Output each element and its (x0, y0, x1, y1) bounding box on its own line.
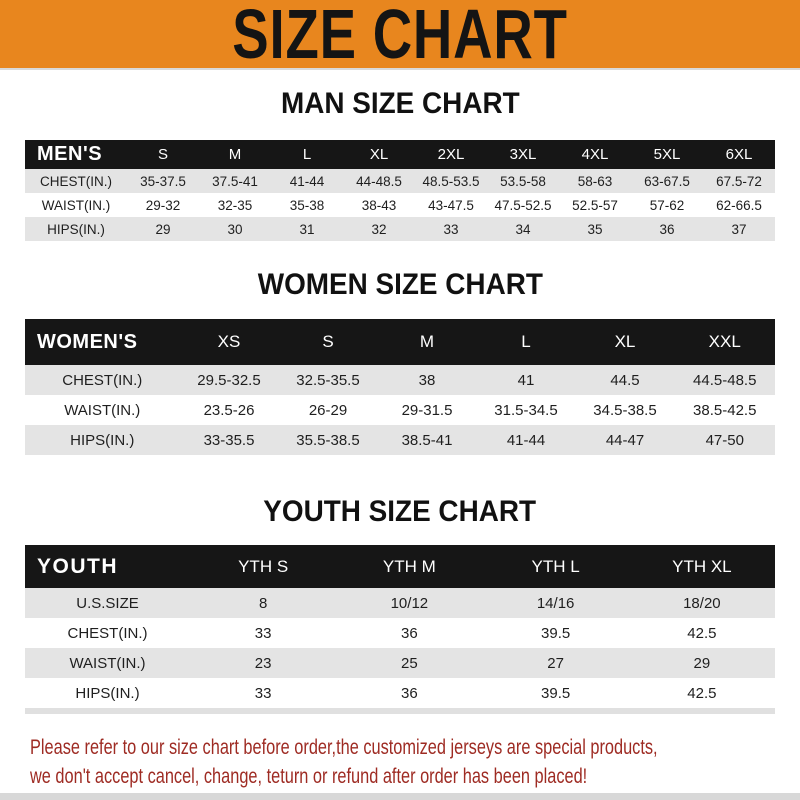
men-size-header: 6XL (703, 140, 775, 169)
women-table-row (25, 365, 775, 395)
row-label: WAIST(IN.) (25, 648, 190, 678)
data-cell: 37 (703, 217, 775, 241)
women-size-header: L (477, 319, 576, 365)
women-size-header: XS (180, 319, 279, 365)
data-cell: 35.5-38.5 (279, 425, 378, 455)
men-table-row (25, 169, 775, 193)
man-chart-heading (0, 87, 800, 121)
women-table-row (25, 395, 775, 425)
row-label: CHEST(IN.) (25, 618, 190, 648)
men-table-row (25, 193, 775, 217)
data-cell: 57-62 (631, 193, 703, 217)
men-size-header: 4XL (559, 140, 631, 169)
data-cell: 36 (336, 678, 482, 708)
women-size-header: XL (576, 319, 675, 365)
data-cell: 14/16 (483, 588, 629, 618)
disclaimer-line-1: Please refer to our size chart before order,the customized jerseys are special products, (30, 735, 658, 759)
data-cell: 23.5-26 (180, 395, 279, 425)
data-cell: 34 (487, 217, 559, 241)
data-cell: 33-35.5 (180, 425, 279, 455)
data-cell: 32-35 (199, 193, 271, 217)
data-cell: 33 (190, 618, 336, 648)
men-size-table (25, 140, 775, 241)
youth-size-table (25, 545, 775, 708)
data-cell: 41-44 (477, 425, 576, 455)
youth-size-header: YTH XL (629, 545, 775, 588)
row-label: CHEST(IN.) (25, 365, 180, 395)
data-cell: 62-66.5 (703, 193, 775, 217)
women-size-header: M (378, 319, 477, 365)
row-label: HIPS(IN.) (25, 425, 180, 455)
data-cell: 29-32 (127, 193, 199, 217)
data-cell: 42.5 (629, 618, 775, 648)
data-cell: 41 (477, 365, 576, 395)
data-cell: 29.5-32.5 (180, 365, 279, 395)
data-cell: 27 (483, 648, 629, 678)
men-header-row (25, 140, 775, 169)
men-size-header: XL (343, 140, 415, 169)
youth-size-header: YTH S (190, 545, 336, 588)
disclaimer-line-2: we don't accept cancel, change, teturn or refund after order has been placed! (30, 764, 588, 788)
women-size-header: S (279, 319, 378, 365)
data-cell: 36 (631, 217, 703, 241)
data-cell: 35-38 (271, 193, 343, 217)
youth-table-row (25, 618, 775, 648)
data-cell: 52.5-57 (559, 193, 631, 217)
data-cell: 34.5-38.5 (576, 395, 675, 425)
size-chart-banner (0, 0, 800, 73)
men-size-header: 3XL (487, 140, 559, 169)
data-cell: 36 (336, 618, 482, 648)
men-size-header: S (127, 140, 199, 169)
data-cell: 35 (559, 217, 631, 241)
women-table-row (25, 425, 775, 455)
data-cell: 23 (190, 648, 336, 678)
data-cell: 31 (271, 217, 343, 241)
data-cell: 44.5 (576, 365, 675, 395)
data-cell: 30 (199, 217, 271, 241)
women-table-title: WOMEN'S (25, 319, 180, 365)
data-cell: 38 (378, 365, 477, 395)
women-size-table (25, 319, 775, 455)
data-cell: 47-50 (675, 425, 776, 455)
youth-size-header: YTH M (336, 545, 482, 588)
data-cell: 67.5-72 (703, 169, 775, 193)
youth-header-row (25, 545, 775, 588)
men-size-header: L (271, 140, 343, 169)
data-cell: 38.5-41 (378, 425, 477, 455)
row-label: HIPS(IN.) (25, 217, 127, 241)
men-size-header: 2XL (415, 140, 487, 169)
disclaimer (0, 733, 800, 791)
data-cell: 48.5-53.5 (415, 169, 487, 193)
data-cell: 33 (415, 217, 487, 241)
data-cell: 38-43 (343, 193, 415, 217)
youth-chart-heading-text: YOUTH SIZE CHART (263, 495, 537, 528)
men-table-title: MEN'S (25, 140, 127, 169)
data-cell: 18/20 (629, 588, 775, 618)
data-cell: 37.5-41 (199, 169, 271, 193)
women-chart-heading (0, 268, 800, 302)
data-cell: 41-44 (271, 169, 343, 193)
data-cell: 43-47.5 (415, 193, 487, 217)
data-cell: 33 (190, 678, 336, 708)
data-cell: 29 (629, 648, 775, 678)
women-header-row (25, 319, 775, 365)
data-cell: 8 (190, 588, 336, 618)
row-label: HIPS(IN.) (25, 678, 190, 708)
data-cell: 44-48.5 (343, 169, 415, 193)
data-cell: 25 (336, 648, 482, 678)
data-cell: 39.5 (483, 678, 629, 708)
men-size-header: 5XL (631, 140, 703, 169)
women-chart-heading-text: WOMEN SIZE CHART (257, 268, 543, 301)
banner-title: SIZE CHART (232, 0, 568, 73)
data-cell: 42.5 (629, 678, 775, 708)
youth-chart-heading (0, 495, 800, 529)
data-cell: 29-31.5 (378, 395, 477, 425)
data-cell: 35-37.5 (127, 169, 199, 193)
youth-size-header: YTH L (483, 545, 629, 588)
row-label: U.S.SIZE (25, 588, 190, 618)
data-cell: 10/12 (336, 588, 482, 618)
row-label: WAIST(IN.) (25, 395, 180, 425)
data-cell: 58-63 (559, 169, 631, 193)
youth-table-row (25, 678, 775, 708)
youth-table-title: YOUTH (25, 545, 190, 588)
data-cell: 63-67.5 (631, 169, 703, 193)
data-cell: 44.5-48.5 (675, 365, 776, 395)
data-cell: 47.5-52.5 (487, 193, 559, 217)
men-size-header: M (199, 140, 271, 169)
youth-table-row (25, 648, 775, 678)
men-table-row (25, 217, 775, 241)
youth-table-row (25, 588, 775, 618)
data-cell: 29 (127, 217, 199, 241)
data-cell: 32.5-35.5 (279, 365, 378, 395)
data-cell: 38.5-42.5 (675, 395, 776, 425)
page-bottom-strip (0, 793, 800, 800)
man-chart-heading-text: MAN SIZE CHART (280, 87, 520, 120)
data-cell: 26-29 (279, 395, 378, 425)
women-size-header: XXL (675, 319, 776, 365)
youth-table-bottom-strip (25, 708, 775, 714)
row-label: WAIST(IN.) (25, 193, 127, 217)
row-label: CHEST(IN.) (25, 169, 127, 193)
data-cell: 32 (343, 217, 415, 241)
data-cell: 31.5-34.5 (477, 395, 576, 425)
data-cell: 53.5-58 (487, 169, 559, 193)
data-cell: 44-47 (576, 425, 675, 455)
data-cell: 39.5 (483, 618, 629, 648)
